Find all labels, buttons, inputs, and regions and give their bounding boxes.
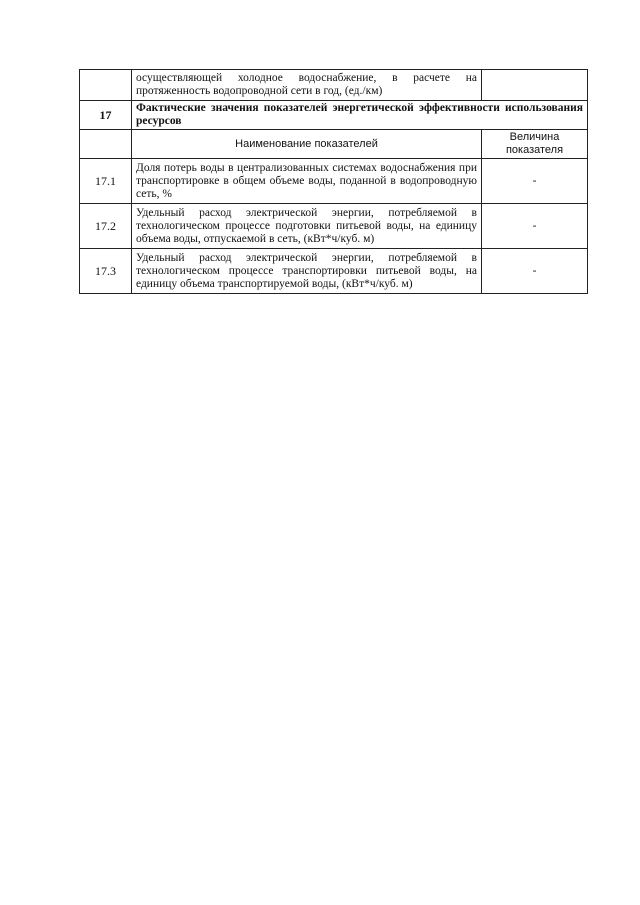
row-number-cell — [80, 70, 132, 101]
row-number-cell: 17.2 — [80, 204, 132, 249]
row-value-cell: - — [482, 249, 588, 294]
header-name-cell: Наименование показателей — [132, 130, 482, 159]
header-value-cell: Величина показателя — [482, 130, 588, 159]
header-number-cell — [80, 130, 132, 159]
section-title: Фактические значения показателей энергетической эффективности использования ресурсов — [132, 101, 588, 130]
table-row — [80, 249, 588, 294]
row-description-cell: Доля потерь воды в централизованных системах водоснабжения при транспортировке в общем объеме воды, поданной в водопроводную сеть, % — [132, 159, 482, 204]
section-number: 17 — [80, 101, 132, 130]
table-row — [80, 204, 588, 249]
row-description-cell: Удельный расход электрической энергии, потребляемой в технологическом процессе подготовки питьевой воды, на единицу объема воды, отпускаемой в сеть, (кВт*ч/куб. м) — [132, 204, 482, 249]
row-description-cell: Удельный расход электрической энергии, потребляемой в технологическом процессе транспортировки питьевой воды, на единицу объема транспортируемой воды, (кВт*ч/куб. м) — [132, 249, 482, 294]
row-value-cell: - — [482, 159, 588, 204]
indicators-table — [79, 69, 588, 294]
row-number-cell: 17.3 — [80, 249, 132, 294]
row-description-cell: осуществляющей холодное водоснабжение, в расчете на протяженность водопроводной сети в год, (ед./км) — [132, 70, 482, 101]
table-row — [80, 159, 588, 204]
row-value-cell: - — [482, 204, 588, 249]
row-number-cell: 17.1 — [80, 159, 132, 204]
row-value-cell — [482, 70, 588, 101]
section-heading-row — [80, 101, 588, 130]
column-header-row — [80, 130, 588, 159]
table-row-continuation — [80, 70, 588, 101]
